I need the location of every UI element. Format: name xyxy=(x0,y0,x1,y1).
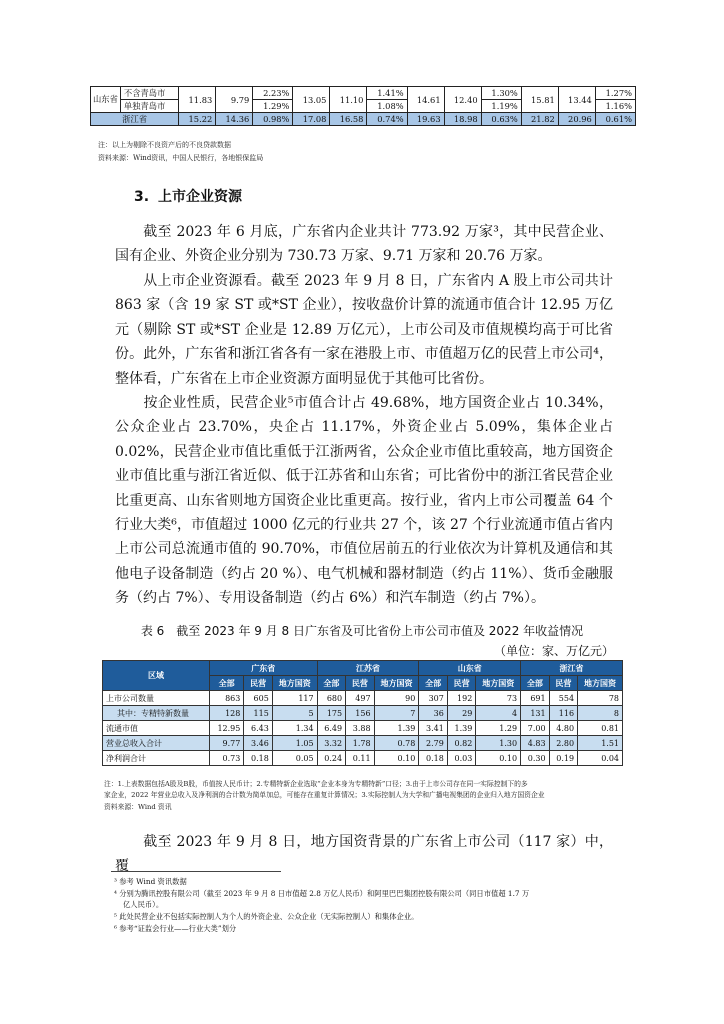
region-label: 山东省 xyxy=(91,87,121,113)
section-heading: 3. 上市企业资源 xyxy=(134,189,242,205)
table-source: 资料来源：Wind资讯，中国人民银行，各地银保监局 xyxy=(98,154,264,162)
column-header: 浙江省 xyxy=(521,661,623,676)
table-caption: 表 6 截至 2023 年 9 月 8 日广东省及可比省份上市公司市值及 2022 年收益情况 xyxy=(140,624,584,638)
table-header-row xyxy=(103,661,623,676)
table-row: 单独青岛市 1.29% 1.08% 1.19% 1.16% xyxy=(91,100,636,113)
table-source: 资料来源：Wind 资讯 xyxy=(104,803,172,811)
table-note: 家企业，2022 年营业总收入及净利润的合计数为简单加总，可能存在重复计算情况；3.实际控制人为大学和广播电视集团的企业归入地方国资企业 xyxy=(104,791,545,799)
column-header: 山东省 xyxy=(419,661,521,676)
table-subheader-row: 全部 民营 地方国资 全部 民营 地方国资 全部 民营 地方国资 全部 民营 地方国资 xyxy=(103,676,623,691)
table-note: 注：1.上表数据包括A股及B股，币值按人民币计；2.专精特新企业选取“企业本身为专精特新”口径；3.由于上市公司存在同一实际控制下的多 xyxy=(104,780,528,788)
footnote: 亿人民币）。 xyxy=(123,900,164,909)
table-row-zhejiang: 浙江省 15.22 14.36 0.98% 17.08 16.58 0.74% 19.63 18.98 0.63% 21.82 20.96 0.61% xyxy=(91,113,636,126)
column-header: 广东省 xyxy=(210,661,318,676)
listed-companies-table xyxy=(102,660,623,766)
row-label: 不含青岛市 xyxy=(120,87,178,100)
footnote: ⁵ 此处民营企业不包括实际控制人为个人的外资企业、公众企业（无实际控制人）和集体企业。 xyxy=(114,912,419,921)
table-row: 山东省 不含青岛市 11.83 9.79 2.23% 13.05 11.10 1.41% 14.61 12.40 1.30% 15.81 13.44 1.27% xyxy=(91,87,636,100)
footnote: ⁴ 分别为腾讯控股有限公司（截至 2023 年 9 月 8 日市值超 2.8 万亿人民币）和阿里巴巴集团控股有限公司（同日市值超 1.7 万 xyxy=(114,889,530,898)
table-row: 其中：专精特新数量 128 115 5 175 156 7 36 29 4 131 116 8 xyxy=(103,706,623,721)
npl-ratio-table xyxy=(90,86,636,126)
table-row: 上市公司数量 863 605 117 680 497 90 307 192 73 691 554 78 xyxy=(103,691,623,706)
footnote: ⁶ 参考“证监会行业——行业大类”划分 xyxy=(114,924,237,933)
table-row: 流通市值 12.95 6.43 1.34 6.49 3.88 1.39 3.41 1.39 1.29 7.00 4.80 0.81 xyxy=(103,721,623,736)
footnote-divider xyxy=(111,871,281,872)
table-note: 注：以上为剔除不良资产后的不良贷款数据 xyxy=(98,141,231,149)
table-row: 营业总收入合计 9.77 3.46 1.05 3.32 1.78 0.78 2.79 0.82 1.30 4.83 2.80 1.51 xyxy=(103,736,623,751)
column-header: 区域 xyxy=(103,661,210,691)
row-label: 单独青岛市 xyxy=(120,100,178,113)
paragraph: 截至 2023 年 9 月 8 日，地方国资背景的广东省上市公司（117 家）中，覆 xyxy=(115,834,613,875)
paragraph: 截至 2023 年 6 月底，广东省内企业共计 773.92 万家³，其中民营企业、国有企业、外资企业分别为 730.73 万家、9.71 万家和 20.76 万家。 xyxy=(115,224,613,265)
table-row: 净利润合计 0.73 0.18 0.05 0.24 0.11 0.10 0.18 0.03 0.10 0.30 0.19 0.04 xyxy=(103,751,623,766)
column-header: 江苏省 xyxy=(317,661,419,676)
footnote: ³ 参考 Wind 资讯数据 xyxy=(114,877,187,886)
paragraph: 从上市企业资源看。截至 2023 年 9 月 8 日，广东省内 A 股上市公司共计 863 家（含 19 家 ST 或*ST 企业），按收盘价计算的流通市值合计 12.95 万亿元（剔除 ST 或*ST 企业是 12.89 万亿元），上市公司及市值规模均高于可比省份。此外，广东省和浙江省各有一家在港股上市、市值超万亿的民营上市公司⁴，整体看，广东省在上市企业资源方面明显优于其他可比省份。 xyxy=(115,273,613,387)
table-unit: （单位：家、万亿元） xyxy=(493,644,614,658)
paragraph: 按企业性质，民营企业⁵市值合计占 49.68%，地方国资企业占 10.34%，公众企业占 23.70%，央企占 11.17%，外资企业占 5.09%，集体企业占 0.02%，民营企业市值比重低于江浙两省，公众企业市值比重较高，地方国资企业市值比重与浙江省近似、低于江苏省和山东省；可比省份中的浙江省民营企业比重更高、山东省则地方国资企业比重更高。按行业，省内上市公司覆盖 64 个行业大类⁶，市值超过 1000 亿元的行业共 27 个，该 27 个行业流通市值占省内上市公司总流通市值的 90.70%，市值位居前五的行业依次为计算机及通信和其他电子设备制造（约占 20 %）、电气机械和器材制造（约占 11%）、货币金融服务（约占 7%）、专用设备制造（约占 6%）和汽车制造（约占 7%）。 xyxy=(115,395,613,607)
